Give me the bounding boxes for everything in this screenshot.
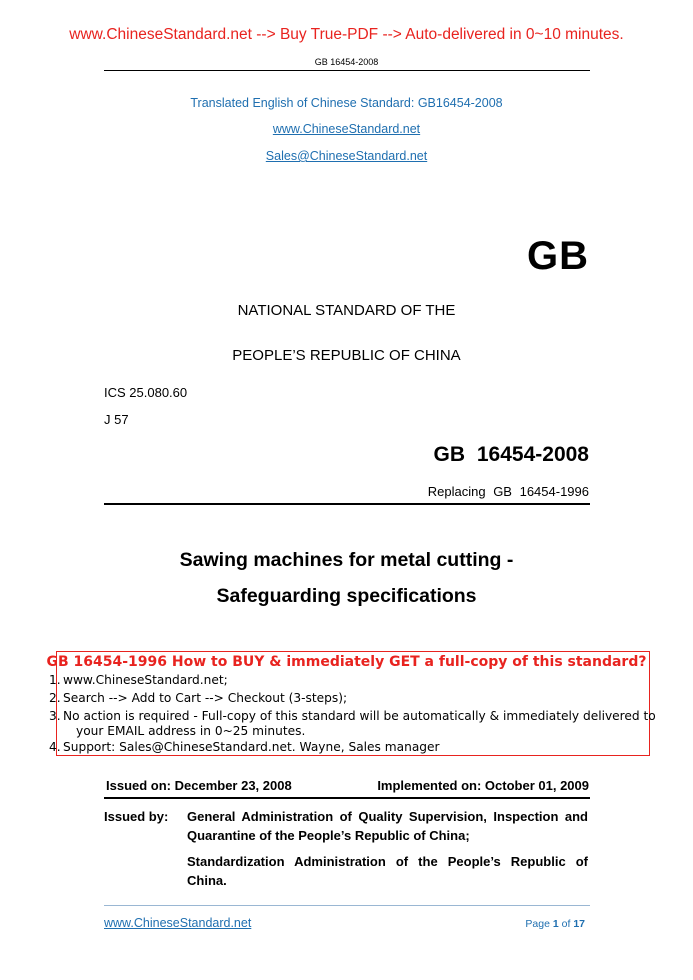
dates-rule (104, 797, 590, 799)
top-banner[interactable]: www.ChineseStandard.net --> Buy True-PDF --> Auto-delivered in 0~10 minutes. (69, 26, 624, 43)
j-code: J 57 (104, 412, 129, 427)
buy-step-4 (49, 740, 440, 754)
email-link[interactable]: Sales@ChineseStandard.net (265, 149, 428, 163)
buy-step-number: 2. (49, 691, 61, 705)
standard-number: GB 16454-2008 (433, 443, 589, 466)
footer-rule (104, 905, 590, 906)
issuer-sac: Standardization Administration of the People’s Republic of China. (187, 854, 588, 888)
buy-step-number: 4. (49, 740, 61, 754)
issued-by-label: Issued by: (104, 809, 169, 824)
buy-step-number: 1. (49, 673, 61, 687)
buy-step-3 (49, 709, 656, 723)
issuer-aqsiq: General Administration of Quality Supervision, Inspection and Quarantine of the People’s Republic of China; (187, 809, 588, 843)
site-link[interactable]: www.ChineseStandard.net (272, 122, 421, 136)
buy-step-text: Search --> Add to Cart --> Checkout (3-steps); (63, 691, 348, 705)
translated-line: Translated English of Chinese Standard: GB16454-2008 (190, 96, 503, 110)
document-title-line1: Sawing machines for metal cutting - (179, 549, 514, 571)
buy-step-text[interactable]: www.ChineseStandard.net; (63, 673, 228, 687)
page-label: Page (525, 918, 550, 930)
footer-site-link[interactable]: www.ChineseStandard.net (104, 916, 252, 930)
buy-step-3-continued: your EMAIL address in 0~25 minutes. (76, 724, 306, 738)
national-standard-line1: NATIONAL STANDARD OF THE (237, 302, 456, 319)
header-standard-code: GB 16454-2008 (314, 57, 379, 67)
buy-step-number: 3. (49, 709, 61, 723)
buy-step-1 (49, 673, 228, 687)
issued-on-date: Issued on: December 23, 2008 (106, 778, 292, 793)
buy-box-title: GB 16454-1996 How to BUY & immediately GET a full-copy of this standard? (46, 654, 647, 670)
page-total: 17 (573, 918, 585, 930)
replacing-standard: Replacing GB 16454-1996 (427, 484, 589, 499)
ics-code: ICS 25.080.60 (104, 385, 188, 400)
page-number: 1 (552, 918, 559, 930)
national-standard-line2: PEOPLE’S REPUBLIC OF CHINA (232, 347, 461, 364)
buy-step-2 (49, 691, 347, 705)
gb-mark: GB (527, 234, 589, 278)
page-indicator (525, 918, 585, 930)
implemented-on-date: Implemented on: October 01, 2009 (377, 778, 589, 793)
page-of-label: of (561, 918, 571, 930)
number-rule (104, 503, 590, 505)
buy-step-text[interactable]: Support: Sales@ChineseStandard.net. Wayne, Sales manager (63, 740, 440, 754)
document-title-line2: Safeguarding specifications (216, 585, 477, 607)
header-rule (104, 70, 590, 71)
buy-step-text: No action is required - Full-copy of this standard will be automatically & immediately delivered to (63, 709, 656, 723)
